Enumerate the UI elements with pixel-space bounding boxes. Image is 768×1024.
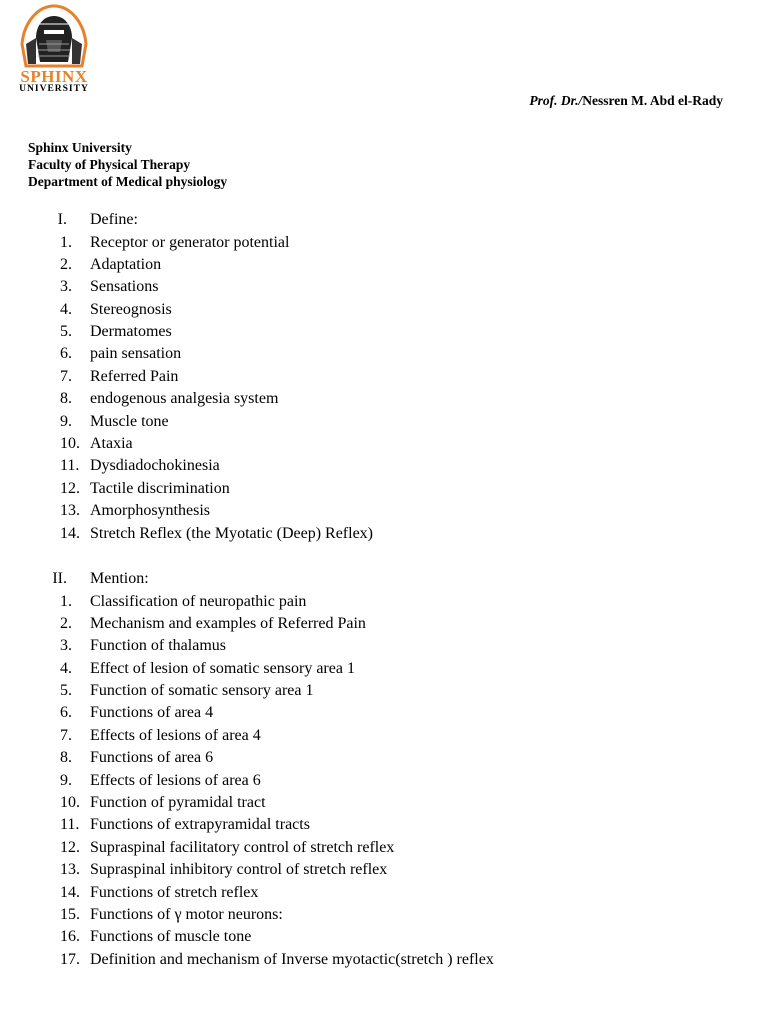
list-item xyxy=(0,926,768,948)
section-heading xyxy=(0,568,768,591)
item-number: 14. xyxy=(60,524,80,542)
institution-block xyxy=(28,139,227,190)
list-item xyxy=(0,321,768,343)
item-number: 10. xyxy=(60,794,80,812)
item-text: Effects of lesions of area 4 xyxy=(90,726,261,744)
item-text: Effects of lesions of area 6 xyxy=(90,771,261,789)
list-item xyxy=(0,388,768,410)
item-text: Dysdiadochokinesia xyxy=(90,457,220,475)
list-item xyxy=(0,411,768,433)
section-define xyxy=(0,209,768,545)
item-number: 4. xyxy=(60,659,72,677)
list-item xyxy=(0,859,768,881)
list-item xyxy=(0,478,768,500)
item-text: Muscle tone xyxy=(90,412,169,430)
list-item xyxy=(0,254,768,276)
item-number: 4. xyxy=(60,300,72,318)
list-item xyxy=(0,882,768,904)
author-title: Prof. Dr./ xyxy=(529,93,583,108)
item-number: 3. xyxy=(60,278,72,296)
item-number: 11. xyxy=(60,816,80,834)
item-text: Tactile discrimination xyxy=(90,479,230,497)
list-item xyxy=(0,658,768,680)
list-item xyxy=(0,299,768,321)
item-number: 10. xyxy=(60,435,80,453)
list-item xyxy=(0,523,768,545)
item-number: 8. xyxy=(60,390,72,408)
item-number: 5. xyxy=(60,682,72,700)
section-title: Mention: xyxy=(90,570,149,587)
list-item xyxy=(0,433,768,455)
item-text: Function of somatic sensory area 1 xyxy=(90,682,314,700)
item-text: Functions of extrapyramidal tracts xyxy=(90,816,310,834)
list-item xyxy=(0,635,768,657)
section-numeral: II. xyxy=(52,570,67,587)
item-number: 9. xyxy=(60,412,72,430)
item-number: 16. xyxy=(60,928,80,946)
item-text: Mechanism and examples of Referred Pain xyxy=(90,614,366,632)
item-number: 15. xyxy=(60,905,80,923)
item-number: 2. xyxy=(60,255,72,273)
list-item xyxy=(0,725,768,747)
item-text: Supraspinal inhibitory control of stretch reflex xyxy=(90,861,388,879)
item-text: Stretch Reflex (the Myotatic (Deep) Reflex) xyxy=(90,524,373,542)
section-mention xyxy=(0,568,768,971)
item-text: Dermatomes xyxy=(90,323,172,341)
item-number: 9. xyxy=(60,771,72,789)
section-numeral: I. xyxy=(57,211,67,228)
list-item xyxy=(0,276,768,298)
item-number: 1. xyxy=(60,592,72,610)
item-text: Function of thalamus xyxy=(90,637,226,655)
author-line xyxy=(529,93,723,109)
item-text: Receptor or generator potential xyxy=(90,233,290,251)
list-item xyxy=(0,792,768,814)
list-item xyxy=(0,837,768,859)
item-text: Definition and mechanism of Inverse myotactic(stretch ) reflex xyxy=(90,950,494,968)
item-number: 11. xyxy=(60,457,80,475)
item-number: 12. xyxy=(60,838,80,856)
list-item xyxy=(0,613,768,635)
list-item xyxy=(0,500,768,522)
faculty-name: Faculty of Physical Therapy xyxy=(28,157,191,172)
list-item xyxy=(0,232,768,254)
university-logo xyxy=(12,4,96,92)
logo-subtitle: UNIVERSITY xyxy=(19,84,89,94)
list-item xyxy=(0,814,768,836)
item-text: endogenous analgesia system xyxy=(90,390,279,408)
item-text: Amorphosynthesis xyxy=(90,502,210,520)
item-number: 5. xyxy=(60,323,72,341)
item-number: 6. xyxy=(60,345,72,363)
mention-list xyxy=(0,591,768,972)
list-item xyxy=(0,343,768,365)
item-text: Referred Pain xyxy=(90,367,179,385)
item-number: 1. xyxy=(60,233,72,251)
list-item xyxy=(0,680,768,702)
list-item xyxy=(0,702,768,724)
item-text: Stereognosis xyxy=(90,300,172,318)
item-text: Effect of lesion of somatic sensory area 1 xyxy=(90,659,355,677)
item-text: Supraspinal facilitatory control of stretch reflex xyxy=(90,838,395,856)
item-number: 13. xyxy=(60,502,80,520)
logo-wordmark: SPHINX xyxy=(20,67,88,86)
item-text: Ataxia xyxy=(90,435,133,453)
item-text: Functions of area 6 xyxy=(90,749,214,767)
item-number: 14. xyxy=(60,883,80,901)
item-text: Functions of stretch reflex xyxy=(90,883,259,901)
item-number: 7. xyxy=(60,726,72,744)
item-number: 12. xyxy=(60,479,80,497)
list-item xyxy=(0,770,768,792)
item-text: Sensations xyxy=(90,278,159,296)
item-number: 3. xyxy=(60,637,72,655)
item-text: Classification of neuropathic pain xyxy=(90,592,307,610)
item-text: Functions of γ motor neurons: xyxy=(90,905,283,923)
item-number: 17. xyxy=(60,950,80,968)
list-item xyxy=(0,455,768,477)
define-list xyxy=(0,232,768,545)
list-item xyxy=(0,949,768,971)
item-text: Functions of area 4 xyxy=(90,704,214,722)
item-number: 7. xyxy=(60,367,72,385)
list-item xyxy=(0,591,768,613)
author-name: Nessren M. Abd el-Rady xyxy=(582,93,723,108)
section-heading xyxy=(0,209,768,232)
list-item xyxy=(0,747,768,769)
university-name: Sphinx University xyxy=(28,140,132,155)
list-item xyxy=(0,366,768,388)
item-text: Function of pyramidal tract xyxy=(90,794,266,812)
section-title: Define: xyxy=(90,211,138,228)
item-text: pain sensation xyxy=(90,345,182,363)
item-number: 13. xyxy=(60,861,80,879)
item-text: Functions of muscle tone xyxy=(90,928,252,946)
sphinx-head-icon xyxy=(12,4,96,68)
item-number: 2. xyxy=(60,614,72,632)
item-number: 6. xyxy=(60,704,72,722)
item-number: 8. xyxy=(60,749,72,767)
department-name: Department of Medical physiology xyxy=(28,174,228,189)
item-text: Adaptation xyxy=(90,255,162,273)
list-item xyxy=(0,904,768,926)
